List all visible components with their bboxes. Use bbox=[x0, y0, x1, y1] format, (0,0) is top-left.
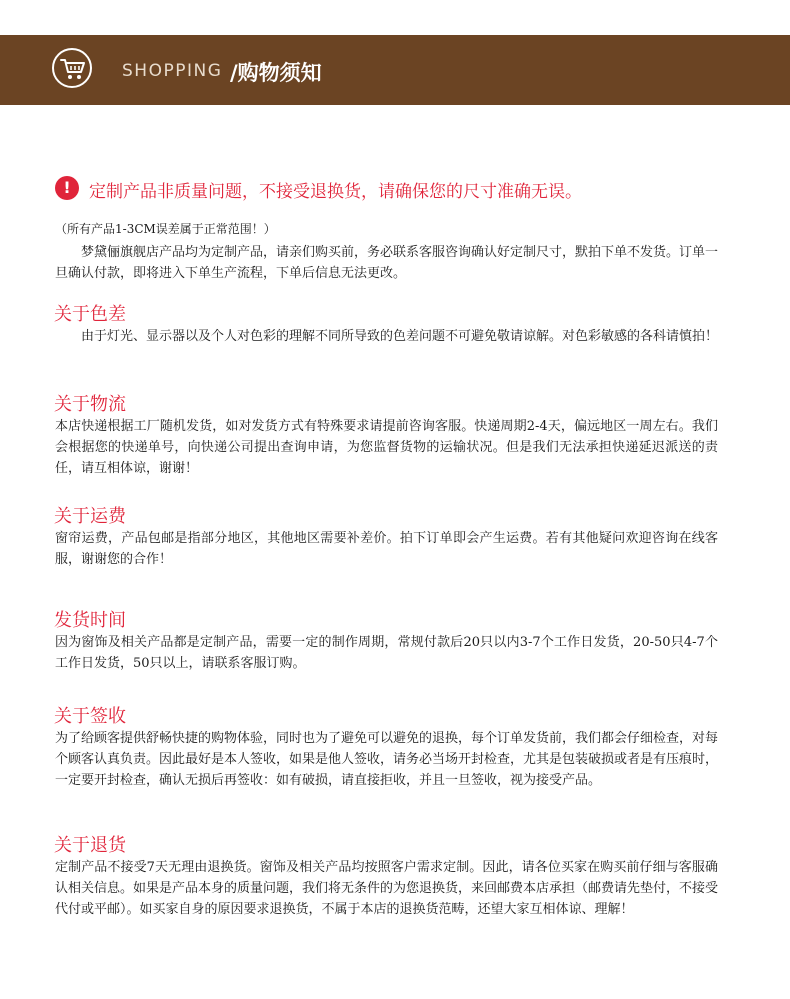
section-text-color-difference: 由于灯光、显示器以及个人对色彩的理解不同所导致的色差问题不可避免敬请谅解。对色彩敏感的各科请慎拍！ bbox=[81, 329, 719, 344]
section-heading-color-difference: 关于色差 bbox=[54, 304, 126, 325]
warning-text: 定制产品非质量问题，不接受退换货，请确保您的尺寸准确无误。 bbox=[89, 182, 582, 202]
section-text-returns: 定制产品不接受7天无理由退换货。窗饰及相关产品均按照客户需求定制。因此，请各位买家在购买前仔细与客服确认相关信息。如果是产品本身的质量问题，我们将无条件的为您退换货，来回邮费本店承担（邮费请先垫付，不接受代付或平邮）。如买家自身的原因要求退换货，不属于本店的退换货范畴，还望大家互相体谅、理解！ bbox=[55, 860, 719, 917]
section-heading-signing: 关于签收 bbox=[54, 706, 126, 727]
section-text-signing: 为了给顾客提供舒畅快捷的购物体验，同时也为了避免可以避免的退换，每个订单发货前，我们都会仔细检查，对每个顾客认真负责。因此最好是本人签收，如果是他人签收，请务必当场开封检查，尤其是包装破损或者是有压痕时，一定要开封检查，确认无损后再签收：如有破损，请直接拒收，并且一旦签收，视为接受产品。 bbox=[55, 731, 719, 788]
shopping-cart-icon bbox=[52, 48, 92, 88]
section-text-delivery-time: 因为窗饰及相关产品都是定制产品，需要一定的制作周期，常规付款后20只以内3-7个工作日发货，20-50只4-7个工作日发货，50只以上，请联系客服订购。 bbox=[55, 635, 718, 671]
banner-english-label: SHOPPING bbox=[122, 61, 223, 81]
section-text-shipping-fee: 窗帘运费，产品包邮是指部分地区，其他地区需要补差价。拍下订单即会产生运费。若有其他疑问欢迎咨询在线客服，谢谢您的合作！ bbox=[55, 531, 718, 567]
warning-notice bbox=[55, 175, 755, 203]
banner-chinese-title: 购物须知 bbox=[237, 61, 322, 85]
section-heading-delivery-time: 发货时间 bbox=[54, 610, 126, 631]
tolerance-note: （所有产品1-3CM误差属于正常范围！） bbox=[55, 222, 276, 236]
banner-separator: / bbox=[230, 61, 238, 85]
section-heading-returns: 关于退货 bbox=[54, 835, 126, 856]
section-heading-logistics: 关于物流 bbox=[54, 394, 126, 415]
section-heading-shipping-fee: 关于运费 bbox=[54, 506, 126, 527]
exclamation-icon: ! bbox=[55, 176, 79, 200]
intro-paragraph: 梦黛俪旗舰店产品均为定制产品，请亲们购买前，务必联系客服咨询确认好定制尺寸，默拍下单不发货。订单一旦确认付款，即将进入下单生产流程，下单后信息无法更改。 bbox=[55, 245, 719, 281]
header-banner bbox=[0, 35, 790, 105]
section-text-logistics: 本店快递根据工厂随机发货，如对发货方式有特殊要求请提前咨询客服。快递周期2-4天，偏远地区一周左右。我们会根据您的快递单号，向快递公司提出查询申请，为您监督货物的运输状况。但是我们无法承担快递延迟派送的责任，请互相体谅，谢谢！ bbox=[55, 419, 718, 476]
banner-title bbox=[230, 57, 322, 87]
